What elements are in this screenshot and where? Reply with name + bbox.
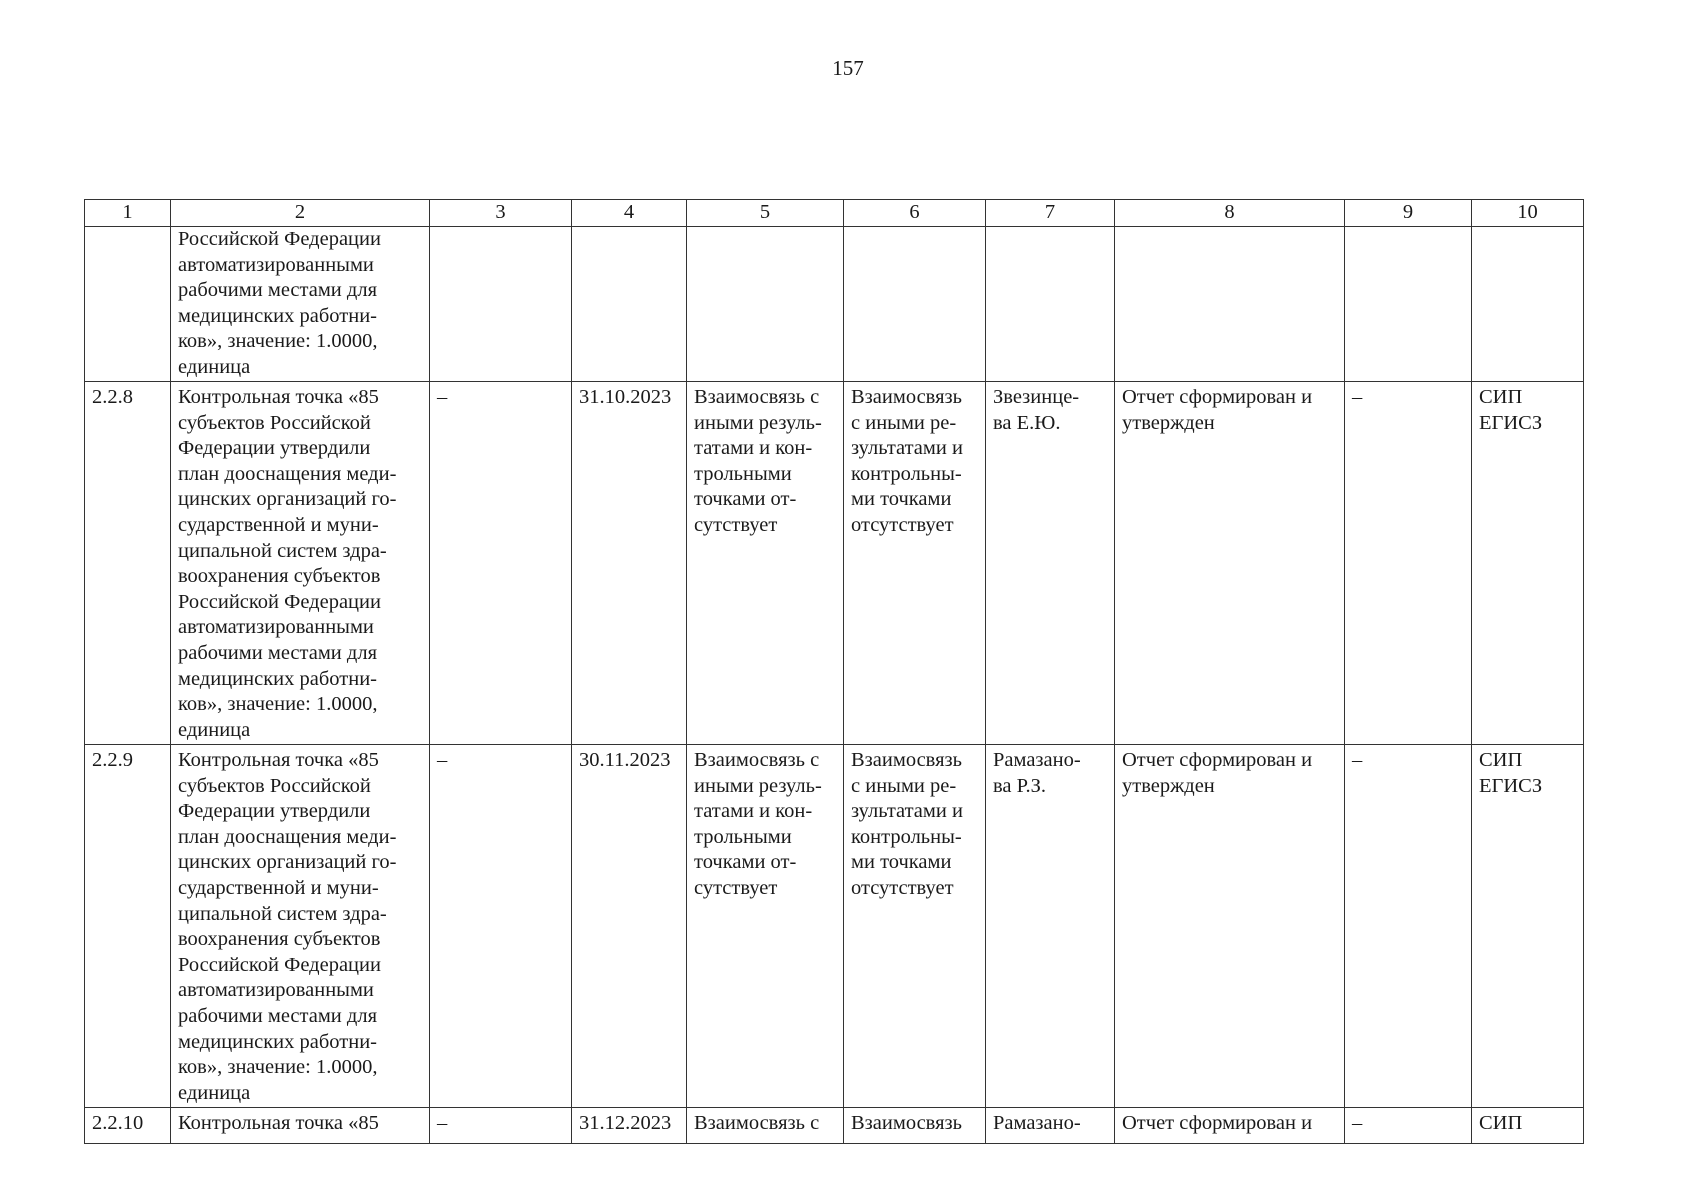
table-cell (687, 382, 844, 745)
cell-text: Взаимосвязь с (694, 1112, 820, 1134)
column-header: 1 (85, 200, 171, 227)
table-cell (430, 382, 572, 745)
table-row (85, 745, 1584, 1108)
table-header-row (85, 200, 1584, 227)
table-cell (1345, 1108, 1472, 1144)
cell-text: Российской Федерации автоматизированными рабочими местами для медицинских работни- ков», значение: 1.0000, единица (178, 228, 381, 378)
column-header: 4 (572, 200, 687, 227)
table-cell (171, 1108, 430, 1144)
table-cell (85, 1108, 171, 1144)
cell-text: – (437, 386, 448, 408)
table-cell (1472, 1108, 1584, 1144)
cell-text: 2.2.9 (92, 749, 133, 771)
table-cell (1345, 227, 1472, 382)
cell-text: – (1352, 1112, 1363, 1134)
cell-text: СИП ЕГИСЗ (1479, 386, 1543, 434)
table-cell (844, 227, 986, 382)
table-cell (1115, 1108, 1345, 1144)
table-cell (687, 227, 844, 382)
plan-table (84, 199, 1584, 1144)
cell-text: Звезинце- ва Е.Ю. (993, 386, 1080, 434)
table-cell (1345, 745, 1472, 1108)
table-cell (1472, 745, 1584, 1108)
table-cell (430, 227, 572, 382)
cell-text: Контрольная точка «85 (178, 1112, 379, 1134)
cell-text: Контрольная точка «85 субъектов Российской Федерации утвердили план дооснащения меди- цинских организаций го- сударственной и муни- ципальной систем здра- воохранения субъектов Российской Федерации автоматизированными рабочими местами для медицинских работни- ков», значение: 1.0000, единица (178, 386, 397, 741)
table-cell (687, 745, 844, 1108)
cell-text: Контрольная точка «85 субъектов Российской Федерации утвердили план дооснащения меди- цинских организаций го- сударственной и муни- ципальной систем здра- воохранения субъектов Российской Федерации автоматизированными рабочими местами для медицинских работни- ков», значение: 1.0000, единица (178, 749, 397, 1104)
cell-text: Взаимосвязь с иными резуль- татами и кон- трольными точками от- сутствует (694, 386, 822, 536)
cell-text: Отчет сформирован и утвержден (1122, 386, 1313, 434)
table-cell (171, 745, 430, 1108)
cell-text: 2.2.8 (92, 386, 133, 408)
table-cell (986, 382, 1115, 745)
table-cell (1472, 227, 1584, 382)
cell-text: Рамазано- (993, 1112, 1081, 1134)
cell-text: 31.10.2023 (579, 386, 672, 408)
cell-text: Взаимосвязь (851, 1112, 962, 1134)
cell-text: Взаимосвязь с иными ре- зультатами и контрольны- ми точками отсутствует (851, 386, 963, 536)
table-cell (844, 745, 986, 1108)
column-header: 8 (1115, 200, 1345, 227)
cell-text: Отчет сформирован и утвержден (1122, 749, 1313, 797)
column-header: 9 (1345, 200, 1472, 227)
table-cell (1115, 382, 1345, 745)
table-cell (687, 1108, 844, 1144)
table-cell (844, 1108, 986, 1144)
cell-text: – (1352, 386, 1363, 408)
cell-text: – (437, 1112, 448, 1134)
table-cell (572, 227, 687, 382)
column-header: 5 (687, 200, 844, 227)
cell-text: СИП (1479, 1112, 1523, 1134)
cell-text: Отчет сформирован и (1122, 1112, 1313, 1134)
column-header: 10 (1472, 200, 1584, 227)
cell-text: – (437, 749, 448, 771)
table-row (85, 1108, 1584, 1144)
table-cell (1345, 382, 1472, 745)
cell-text: 30.11.2023 (579, 749, 671, 771)
column-header: 2 (171, 200, 430, 227)
table-cell (85, 382, 171, 745)
table-cell (572, 1108, 687, 1144)
cell-text: 2.2.10 (92, 1112, 144, 1134)
cell-text: Взаимосвязь с иными резуль- татами и кон- трольными точками от- сутствует (694, 749, 822, 899)
page-number: 157 (832, 56, 864, 80)
cell-text: 31.12.2023 (579, 1112, 672, 1134)
cell-text: Рамазано- ва Р.З. (993, 749, 1081, 797)
table-cell (85, 745, 171, 1108)
table-cell (1115, 227, 1345, 382)
table-cell (1115, 745, 1345, 1108)
table-cell (844, 382, 986, 745)
table-row (85, 382, 1584, 745)
column-header: 3 (430, 200, 572, 227)
table-cell (85, 227, 171, 382)
cell-text: Взаимосвязь с иными ре- зультатами и контрольны- ми точками отсутствует (851, 749, 963, 899)
table-cell (430, 1108, 572, 1144)
table-cell (986, 745, 1115, 1108)
column-header: 7 (986, 200, 1115, 227)
table-cell (430, 745, 572, 1108)
table-cell (572, 745, 687, 1108)
cell-text: – (1352, 749, 1363, 771)
table-cell (171, 382, 430, 745)
table-cell (1472, 382, 1584, 745)
table-cell (171, 227, 430, 382)
table-row (85, 227, 1584, 382)
column-header: 6 (844, 200, 986, 227)
table-cell (572, 382, 687, 745)
table-cell (986, 227, 1115, 382)
table-cell (986, 1108, 1115, 1144)
cell-text: СИП ЕГИСЗ (1479, 749, 1543, 797)
